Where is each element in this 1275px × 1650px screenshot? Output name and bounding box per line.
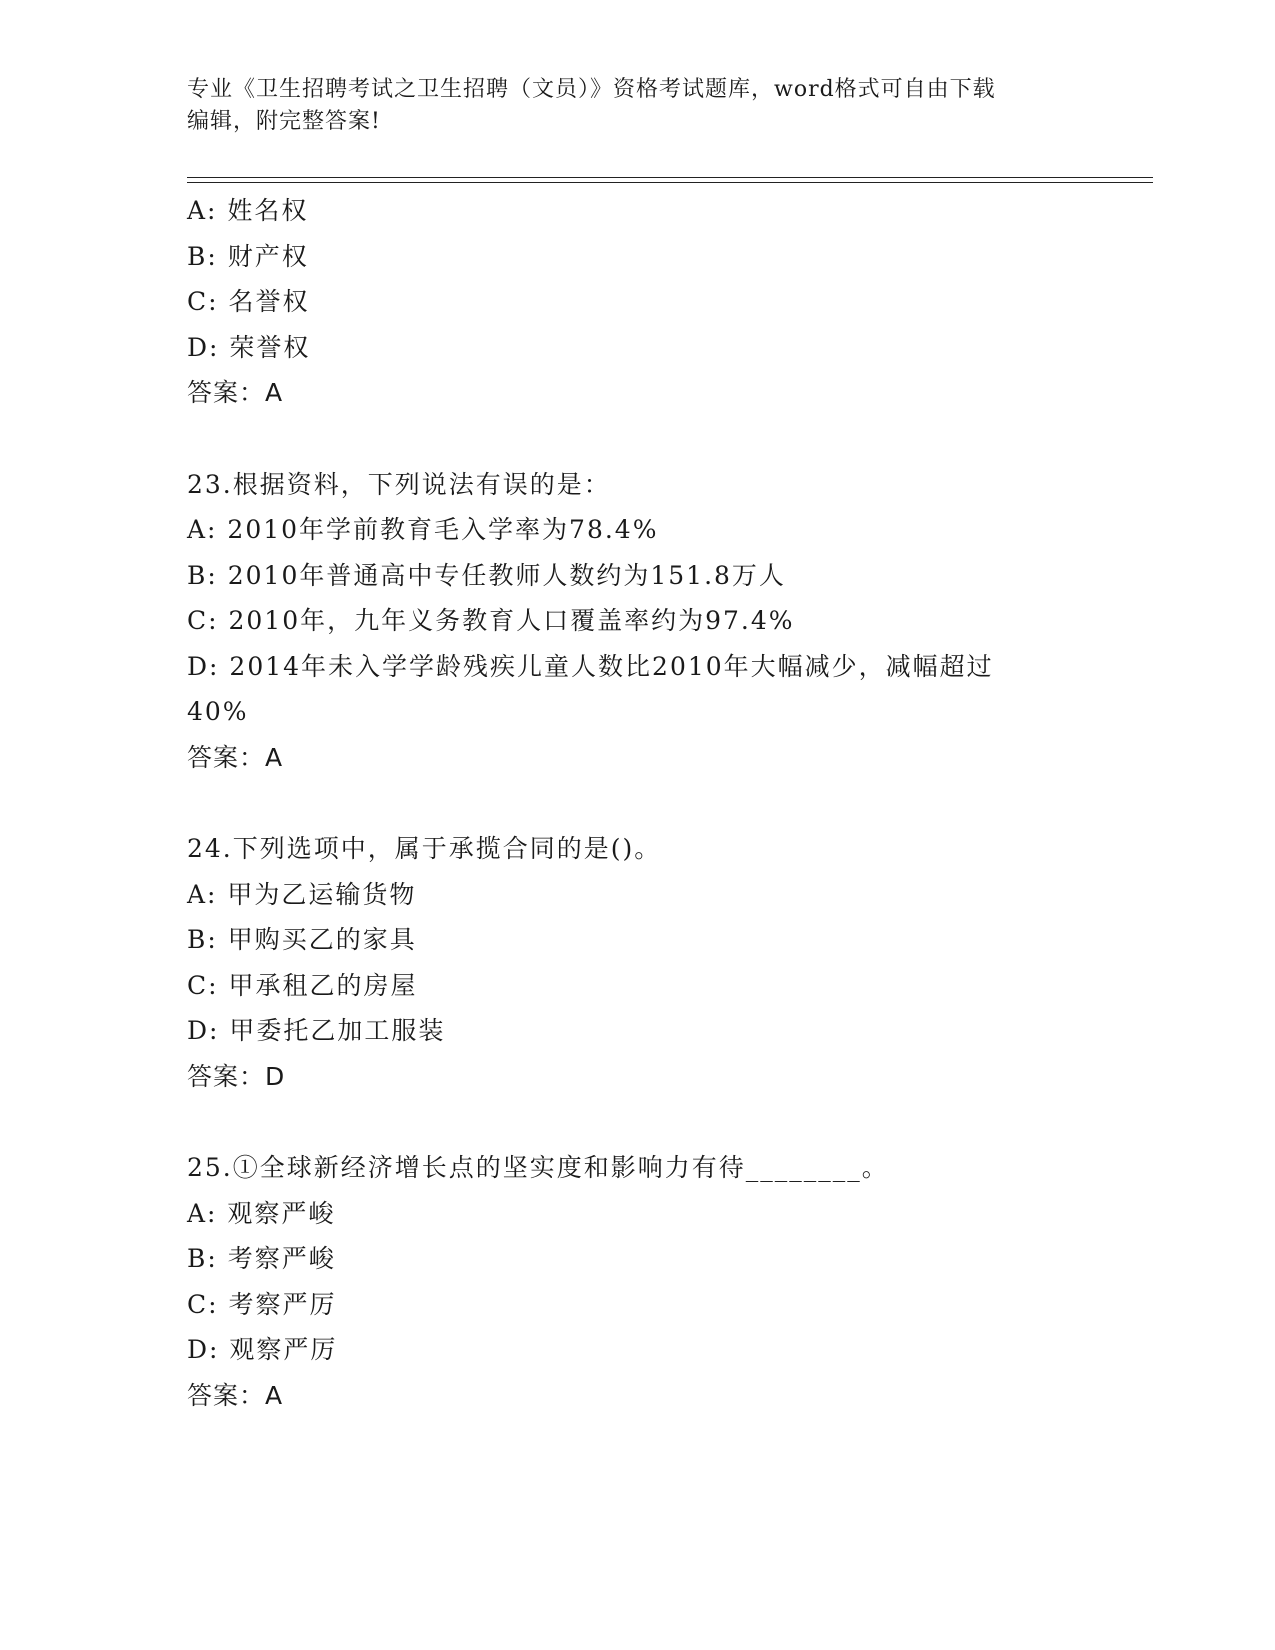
option-a: A: 2010年学前教育毛入学率为78.4% bbox=[187, 515, 659, 544]
option-d: D: 甲委托乙加工服装 bbox=[187, 1016, 446, 1045]
header-line-2: 编辑，附完整答案! bbox=[187, 109, 381, 134]
question-25 bbox=[187, 1145, 1087, 1418]
answer: 答案：A bbox=[187, 1380, 284, 1410]
option-c: C: 2010年，九年义务教育人口覆盖率约为97.4% bbox=[187, 606, 795, 635]
header-line-1: 专业《卫生招聘考试之卫生招聘（文员）》资格考试题库，word格式可自由下载 bbox=[187, 77, 996, 102]
option-b: B: 甲购买乙的家具 bbox=[187, 925, 417, 954]
answer: 答案：A bbox=[187, 742, 284, 772]
option-a: A: 观察严峻 bbox=[187, 1198, 336, 1228]
option-b: B: 财产权 bbox=[187, 241, 309, 271]
spacer bbox=[187, 416, 1087, 462]
option-a: A: 姓名权 bbox=[187, 196, 309, 225]
question-22 bbox=[187, 188, 1087, 416]
header-divider-bottom bbox=[187, 182, 1153, 183]
spacer bbox=[187, 780, 1087, 826]
document-header bbox=[187, 74, 1087, 138]
question-title: 24.下列选项中，属于承揽合同的是()。 bbox=[187, 834, 662, 863]
question-24 bbox=[187, 826, 1087, 1099]
option-c: C: 考察严厉 bbox=[187, 1289, 337, 1319]
option-b: B: 2010年普通高中专任教师人数约为151.8万人 bbox=[187, 560, 786, 590]
spacer bbox=[187, 1099, 1087, 1145]
option-d: D: 观察严厉 bbox=[187, 1335, 338, 1364]
answer: 答案：A bbox=[187, 378, 284, 407]
option-b: B: 考察严峻 bbox=[187, 1244, 336, 1273]
option-a: A: 甲为乙运输货物 bbox=[187, 879, 417, 909]
option-d-continued: 40% bbox=[187, 697, 249, 726]
question-title: 23.根据资料，下列说法有误的是： bbox=[187, 469, 611, 499]
option-c: C: 名誉权 bbox=[187, 287, 310, 316]
header-divider-top bbox=[187, 177, 1153, 178]
question-list bbox=[187, 188, 1087, 1418]
question-title: 25.①全球新经济增长点的坚实度和影响力有待________。 bbox=[187, 1153, 889, 1182]
option-c: C: 甲承租乙的房屋 bbox=[187, 970, 418, 1000]
answer: 答案：D bbox=[187, 1061, 286, 1091]
question-23 bbox=[187, 462, 1087, 781]
option-d: D: 荣誉权 bbox=[187, 332, 311, 362]
option-d: D: 2014年未入学学龄残疾儿童人数比2010年大幅减少，减幅超过 bbox=[187, 651, 994, 681]
